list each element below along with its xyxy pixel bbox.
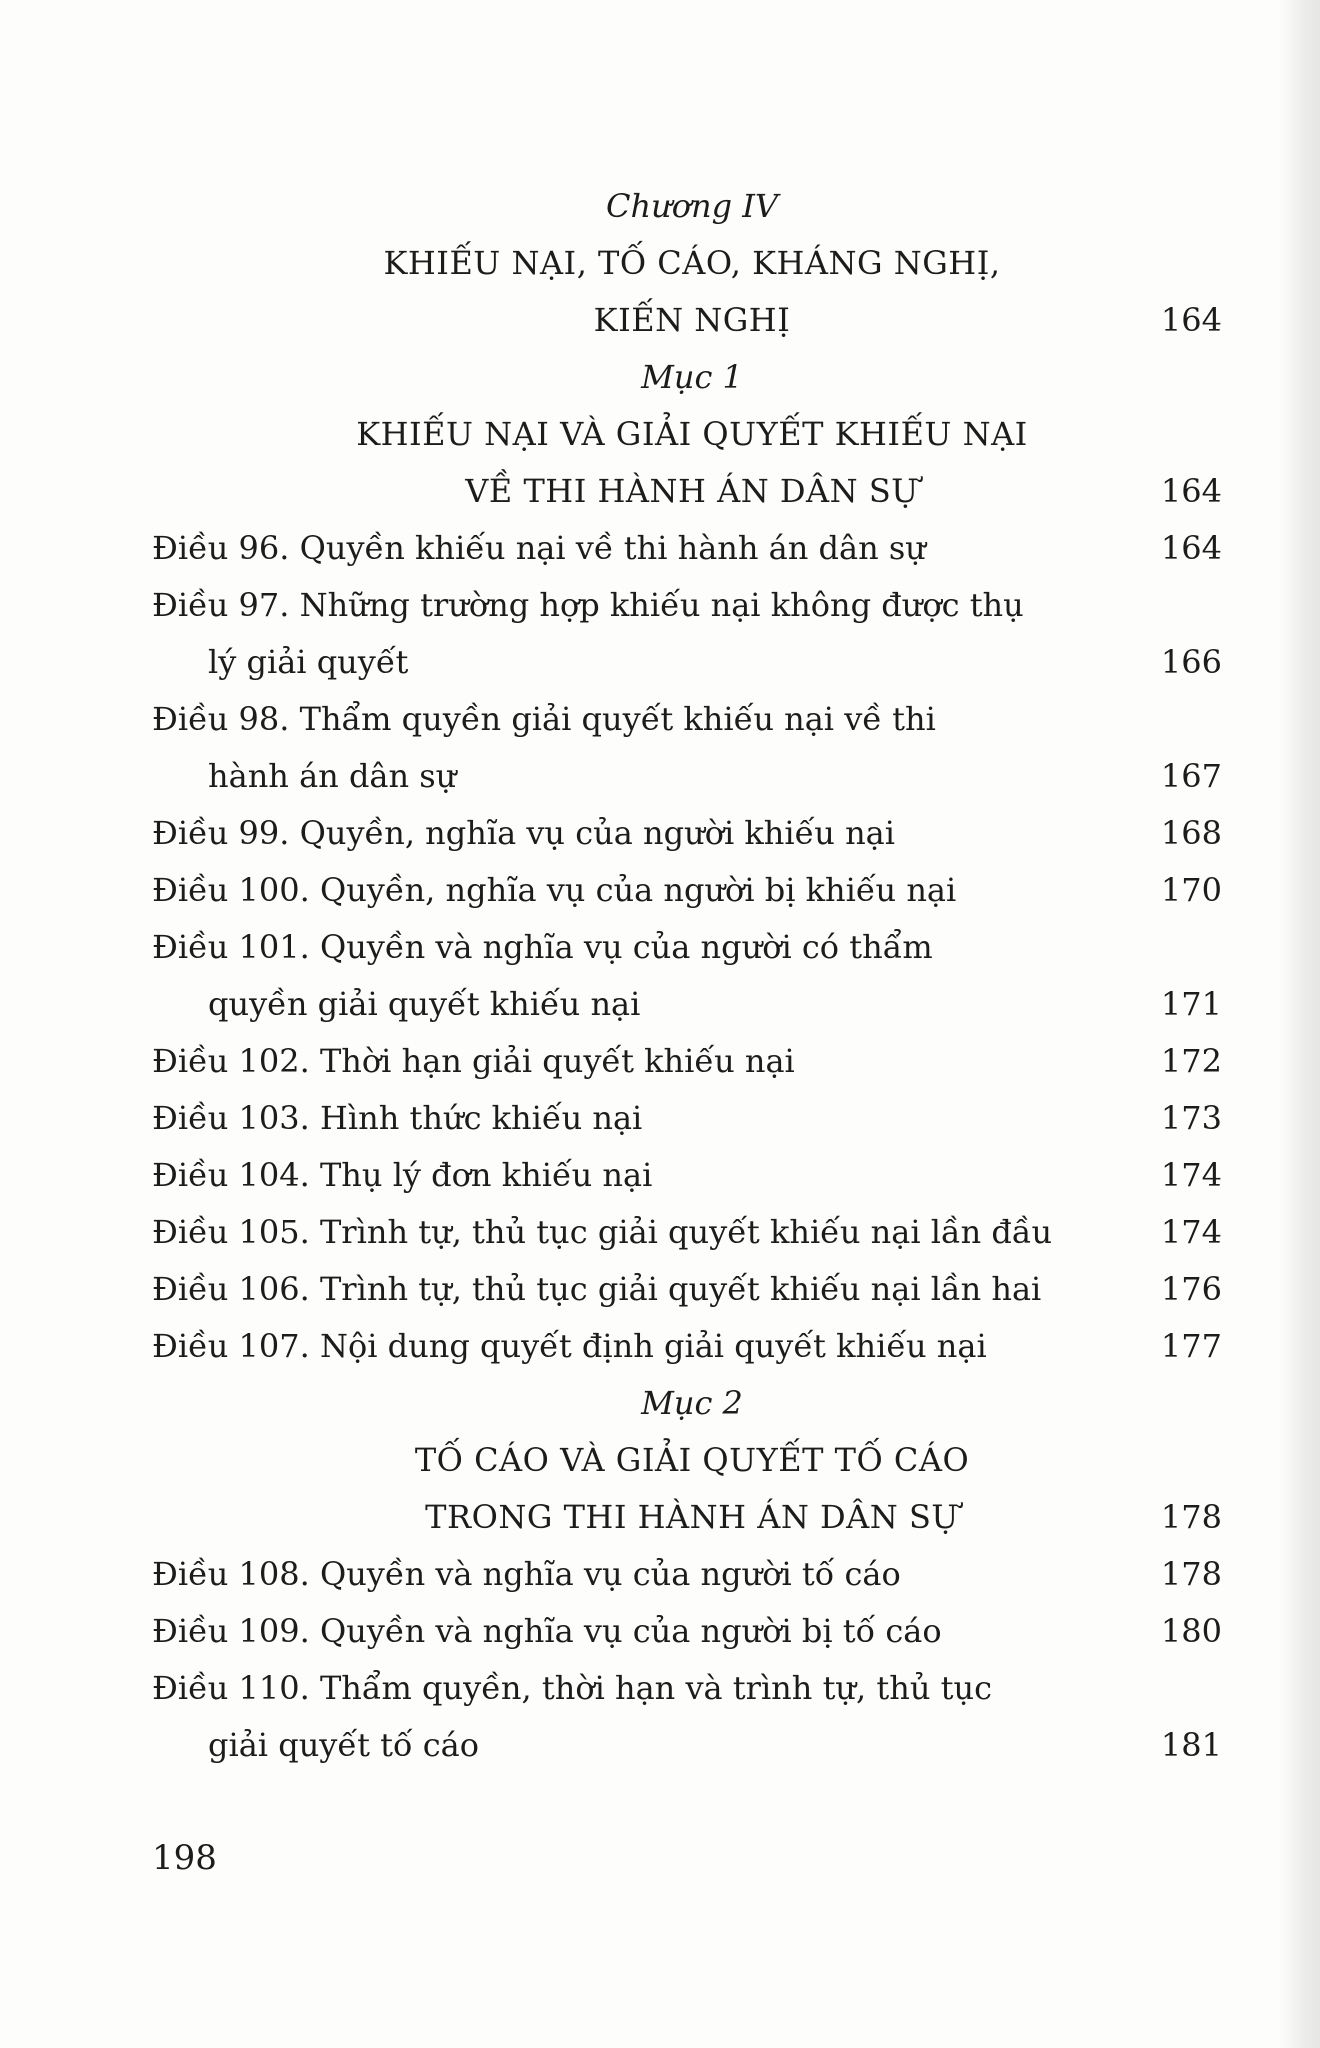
section1-label: Mục 1	[641, 358, 743, 396]
toc-entry	[152, 919, 1222, 976]
toc-entry-continuation	[152, 1717, 1222, 1774]
toc-entry-page: 174	[1160, 1213, 1222, 1251]
toc-entry-page: 181	[1160, 1726, 1222, 1764]
toc-entry-page: 172	[1160, 1042, 1222, 1080]
toc-entry-text-line1: Điều 110. Thẩm quyền, thời hạn và trình tự, thủ tục	[152, 1669, 993, 1707]
toc-entry-text: Điều 108. Quyền và nghĩa vụ của người tố cáo	[152, 1555, 901, 1593]
section2-label: Mục 2	[641, 1384, 743, 1422]
toc-entry-page: 164	[1160, 529, 1222, 567]
toc-entry	[152, 1261, 1222, 1318]
section1-title-line2: VỀ THI HÀNH ÁN DÂN SỰ	[465, 472, 919, 510]
toc-entry-text-line1: Điều 101. Quyền và nghĩa vụ của người có thẩm	[152, 928, 933, 966]
section2-page-number: 178	[1160, 1498, 1222, 1536]
toc-entry-page: 167	[1160, 757, 1222, 795]
section2-title-line2: TRONG THI HÀNH ÁN DÂN SỰ	[425, 1498, 959, 1536]
toc-entry-page: 178	[1160, 1555, 1222, 1593]
toc-entry-text-line2: hành án dân sự	[208, 757, 457, 795]
toc-entry-page: 168	[1160, 814, 1222, 852]
chapter-label: Chương IV	[606, 187, 778, 225]
table-of-contents	[152, 178, 1222, 1774]
toc-entry	[152, 691, 1222, 748]
toc-entry	[152, 1147, 1222, 1204]
section1-title-row	[152, 463, 1222, 520]
toc-entry-page: 177	[1160, 1327, 1222, 1365]
chapter-title-line2: KIẾN NGHỊ	[593, 301, 791, 339]
toc-entry-page: 176	[1160, 1270, 1222, 1308]
page-folio-number: 198	[152, 1838, 217, 1878]
toc-entry-text-line2: quyền giải quyết khiếu nại	[208, 985, 641, 1023]
toc-entry-text: Điều 99. Quyền, nghĩa vụ của người khiếu nại	[152, 814, 895, 852]
toc-entry-text: Điều 104. Thụ lý đơn khiếu nại	[152, 1156, 653, 1194]
toc-entry-continuation	[152, 748, 1222, 805]
chapter-title-line1: KHIẾU NẠI, TỐ CÁO, KHÁNG NGHỊ,	[383, 244, 1001, 282]
toc-entry-page: 170	[1160, 871, 1222, 909]
toc-entry-text: Điều 107. Nội dung quyết định giải quyết khiếu nại	[152, 1327, 987, 1365]
chapter-page-number: 164	[1160, 301, 1222, 339]
toc-entry-page: 171	[1160, 985, 1222, 1023]
toc-entry	[152, 1033, 1222, 1090]
section2-title-row	[152, 1489, 1222, 1546]
toc-entry	[152, 805, 1222, 862]
toc-entry	[152, 1603, 1222, 1660]
toc-entry-text: Điều 106. Trình tự, thủ tục giải quyết khiếu nại lần hai	[152, 1270, 1042, 1308]
toc-entry-text-line1: Điều 98. Thẩm quyền giải quyết khiếu nại về thi	[152, 700, 936, 738]
toc-entry-continuation	[152, 634, 1222, 691]
section1-page-number: 164	[1160, 472, 1222, 510]
chapter-title-row	[152, 292, 1222, 349]
page-edge-shadow	[1280, 0, 1320, 2048]
toc-entry	[152, 1204, 1222, 1261]
toc-entry-continuation	[152, 976, 1222, 1033]
section1-title-line1: KHIẾU NẠI VÀ GIẢI QUYẾT KHIẾU NẠI	[356, 415, 1028, 453]
toc-entry-page: 174	[1160, 1156, 1222, 1194]
toc-entry-text-line1: Điều 97. Những trường hợp khiếu nại không được thụ	[152, 586, 1024, 624]
toc-entry	[152, 577, 1222, 634]
toc-entry-text: Điều 102. Thời hạn giải quyết khiếu nại	[152, 1042, 795, 1080]
toc-entry-text: Điều 100. Quyền, nghĩa vụ của người bị khiếu nại	[152, 871, 957, 909]
section2-title-line1: TỐ CÁO VÀ GIẢI QUYẾT TỐ CÁO	[414, 1441, 970, 1479]
toc-entry	[152, 1318, 1222, 1375]
toc-entry-page: 173	[1160, 1099, 1222, 1137]
toc-entry	[152, 862, 1222, 919]
toc-entry	[152, 1660, 1222, 1717]
toc-entry-text: Điều 109. Quyền và nghĩa vụ của người bị tố cáo	[152, 1612, 942, 1650]
toc-entry	[152, 1546, 1222, 1603]
toc-entry-text: Điều 96. Quyền khiếu nại về thi hành án dân sự	[152, 529, 926, 567]
toc-entry-text-line2: lý giải quyết	[208, 643, 409, 681]
toc-entry	[152, 1090, 1222, 1147]
toc-entry-page: 180	[1160, 1612, 1222, 1650]
toc-entry-text-line2: giải quyết tố cáo	[208, 1726, 479, 1764]
toc-entry-text: Điều 105. Trình tự, thủ tục giải quyết khiếu nại lần đầu	[152, 1213, 1053, 1251]
toc-entry	[152, 520, 1222, 577]
toc-entry-page: 166	[1160, 643, 1222, 681]
toc-entry-text: Điều 103. Hình thức khiếu nại	[152, 1099, 643, 1137]
